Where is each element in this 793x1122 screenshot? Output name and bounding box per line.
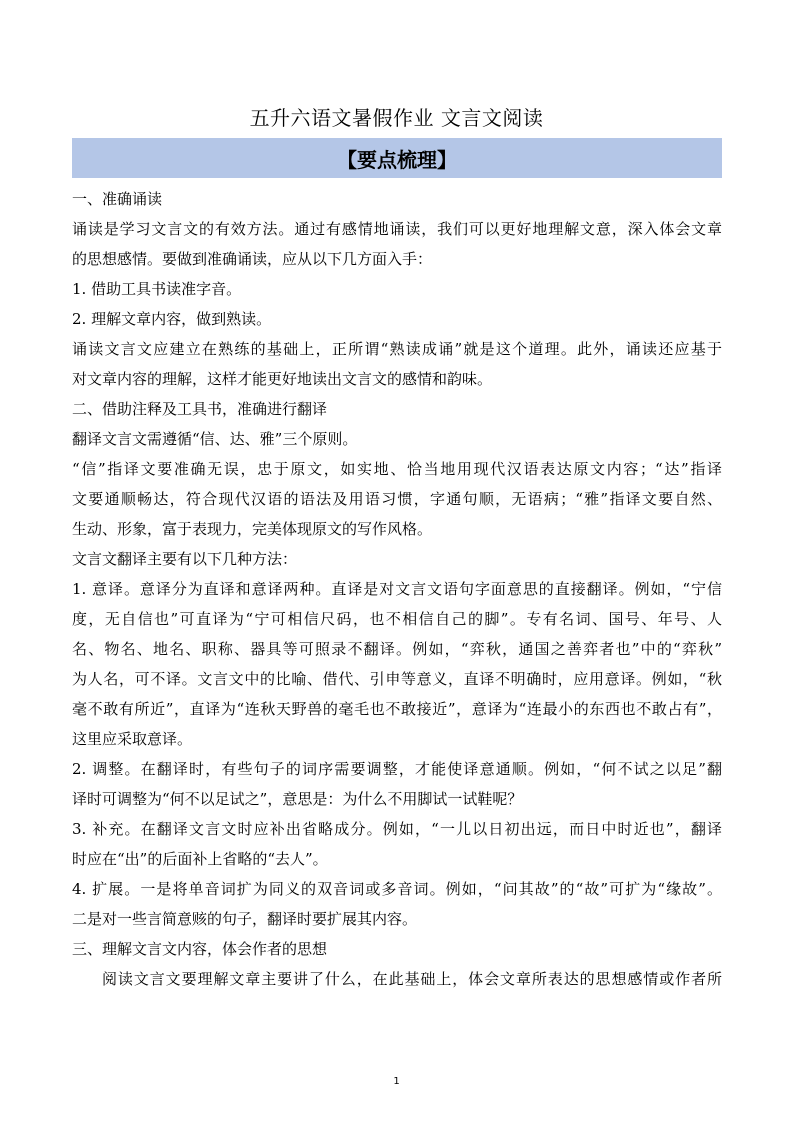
text-line: 这里应采取意译。 <box>72 730 193 748</box>
text-line: 2. 理解文章内容，做到熟读。 <box>72 310 272 328</box>
text-line: 三、理解文言文内容，体会作者的思想 <box>72 940 328 958</box>
page-number: 1 <box>393 1076 400 1087</box>
text-line: 二是对一些言简意赅的句子，翻译时要扩展其内容。 <box>72 910 418 928</box>
text-line: 二、借助注释及工具书，准确进行翻译 <box>72 400 328 418</box>
text-line: 度，无自信也”可直译为“宁可相信尺码，也不相信自己的脚”。专有名词、国号、年号、人 <box>72 610 722 628</box>
text-line: 4. 扩展。一是将单音词扩为同义的双音词或多音词。例如，“问其故”的“故”可扩为“缘故”。 <box>72 880 722 898</box>
text-line: 译时可调整为“何不以足试之”，意思是：为什么不用脚试一试鞋呢？ <box>72 790 523 808</box>
text-line: 1. 借助工具书读准字音。 <box>72 280 242 298</box>
text-line: 时应在“出”的后面补上省略的“去人”。 <box>72 850 328 868</box>
text-line: 3. 补充。在翻译文言文时应补出省略成分。例如，“一儿以日初出远，而日中时近也”，翻译 <box>72 820 722 838</box>
text-line: 名、物名、地名、职称、器具等可照录不翻译。例如，“弈秋，通国之善弈者也”中的“弈秋” <box>72 640 722 658</box>
text-line: 生动、形象，富于表现力，完美体现原文的写作风格。 <box>72 520 433 538</box>
document-body <box>72 184 722 994</box>
section-banner <box>72 138 722 178</box>
text-line: 2. 调整。在翻译时，有些句子的词序需要调整，才能使译意通顺。例如，“何不试之以足”翻 <box>72 760 722 778</box>
text-line: 一、准确诵读 <box>72 190 163 208</box>
text-line: 阅读文言文要理解文章主要讲了什么，在此基础上，体会文章所表达的思想感情或作者所 <box>102 970 722 988</box>
text-line: 为人名，可不译。文言文中的比喻、借代、引申等意义，直译不明确时，应用意译。例如，“秋 <box>72 670 722 688</box>
text-line: 翻译文言文需遵循“信、达、雅”三个原则。 <box>72 430 358 448</box>
text-line: 诵读是学习文言文的有效方法。通过有感情地诵读，我们可以更好地理解文意，深入体会文章 <box>72 220 722 238</box>
section-banner-label: 【要点梳理】 <box>337 147 457 172</box>
document-title: 五升六语文暑假作业 文言文阅读 <box>249 106 544 130</box>
text-line: 毫不敢有所近”，直译为“连秋天野兽的毫毛也不敢接近”，意译为“连最小的东西也不敢占有”， <box>72 700 722 718</box>
text-line: 对文章内容的理解，这样才能更好地读出文言文的感情和韵味。 <box>72 370 493 388</box>
text-line: 文言文翻译主要有以下几种方法： <box>72 550 298 568</box>
text-line: 的思想感情。要做到准确诵读，应从以下几方面入手： <box>72 250 433 268</box>
text-line: 诵读文言文应建立在熟练的基础上，正所谓“熟读成诵”就是这个道理。此外，诵读还应基于 <box>72 340 722 358</box>
text-line: “信”指译文要准确无误，忠于原文，如实地、恰当地用现代汉语表达原文内容；“达”指译 <box>72 460 722 478</box>
text-line: 文要通顺畅达，符合现代汉语的语法及用语习惯，字通句顺，无语病；“雅”指译文要自然、 <box>72 490 722 508</box>
text-line: 1. 意译。意译分为直译和意译两种。直译是对文言文语句字面意思的直接翻译。例如，“宁信 <box>72 580 722 598</box>
